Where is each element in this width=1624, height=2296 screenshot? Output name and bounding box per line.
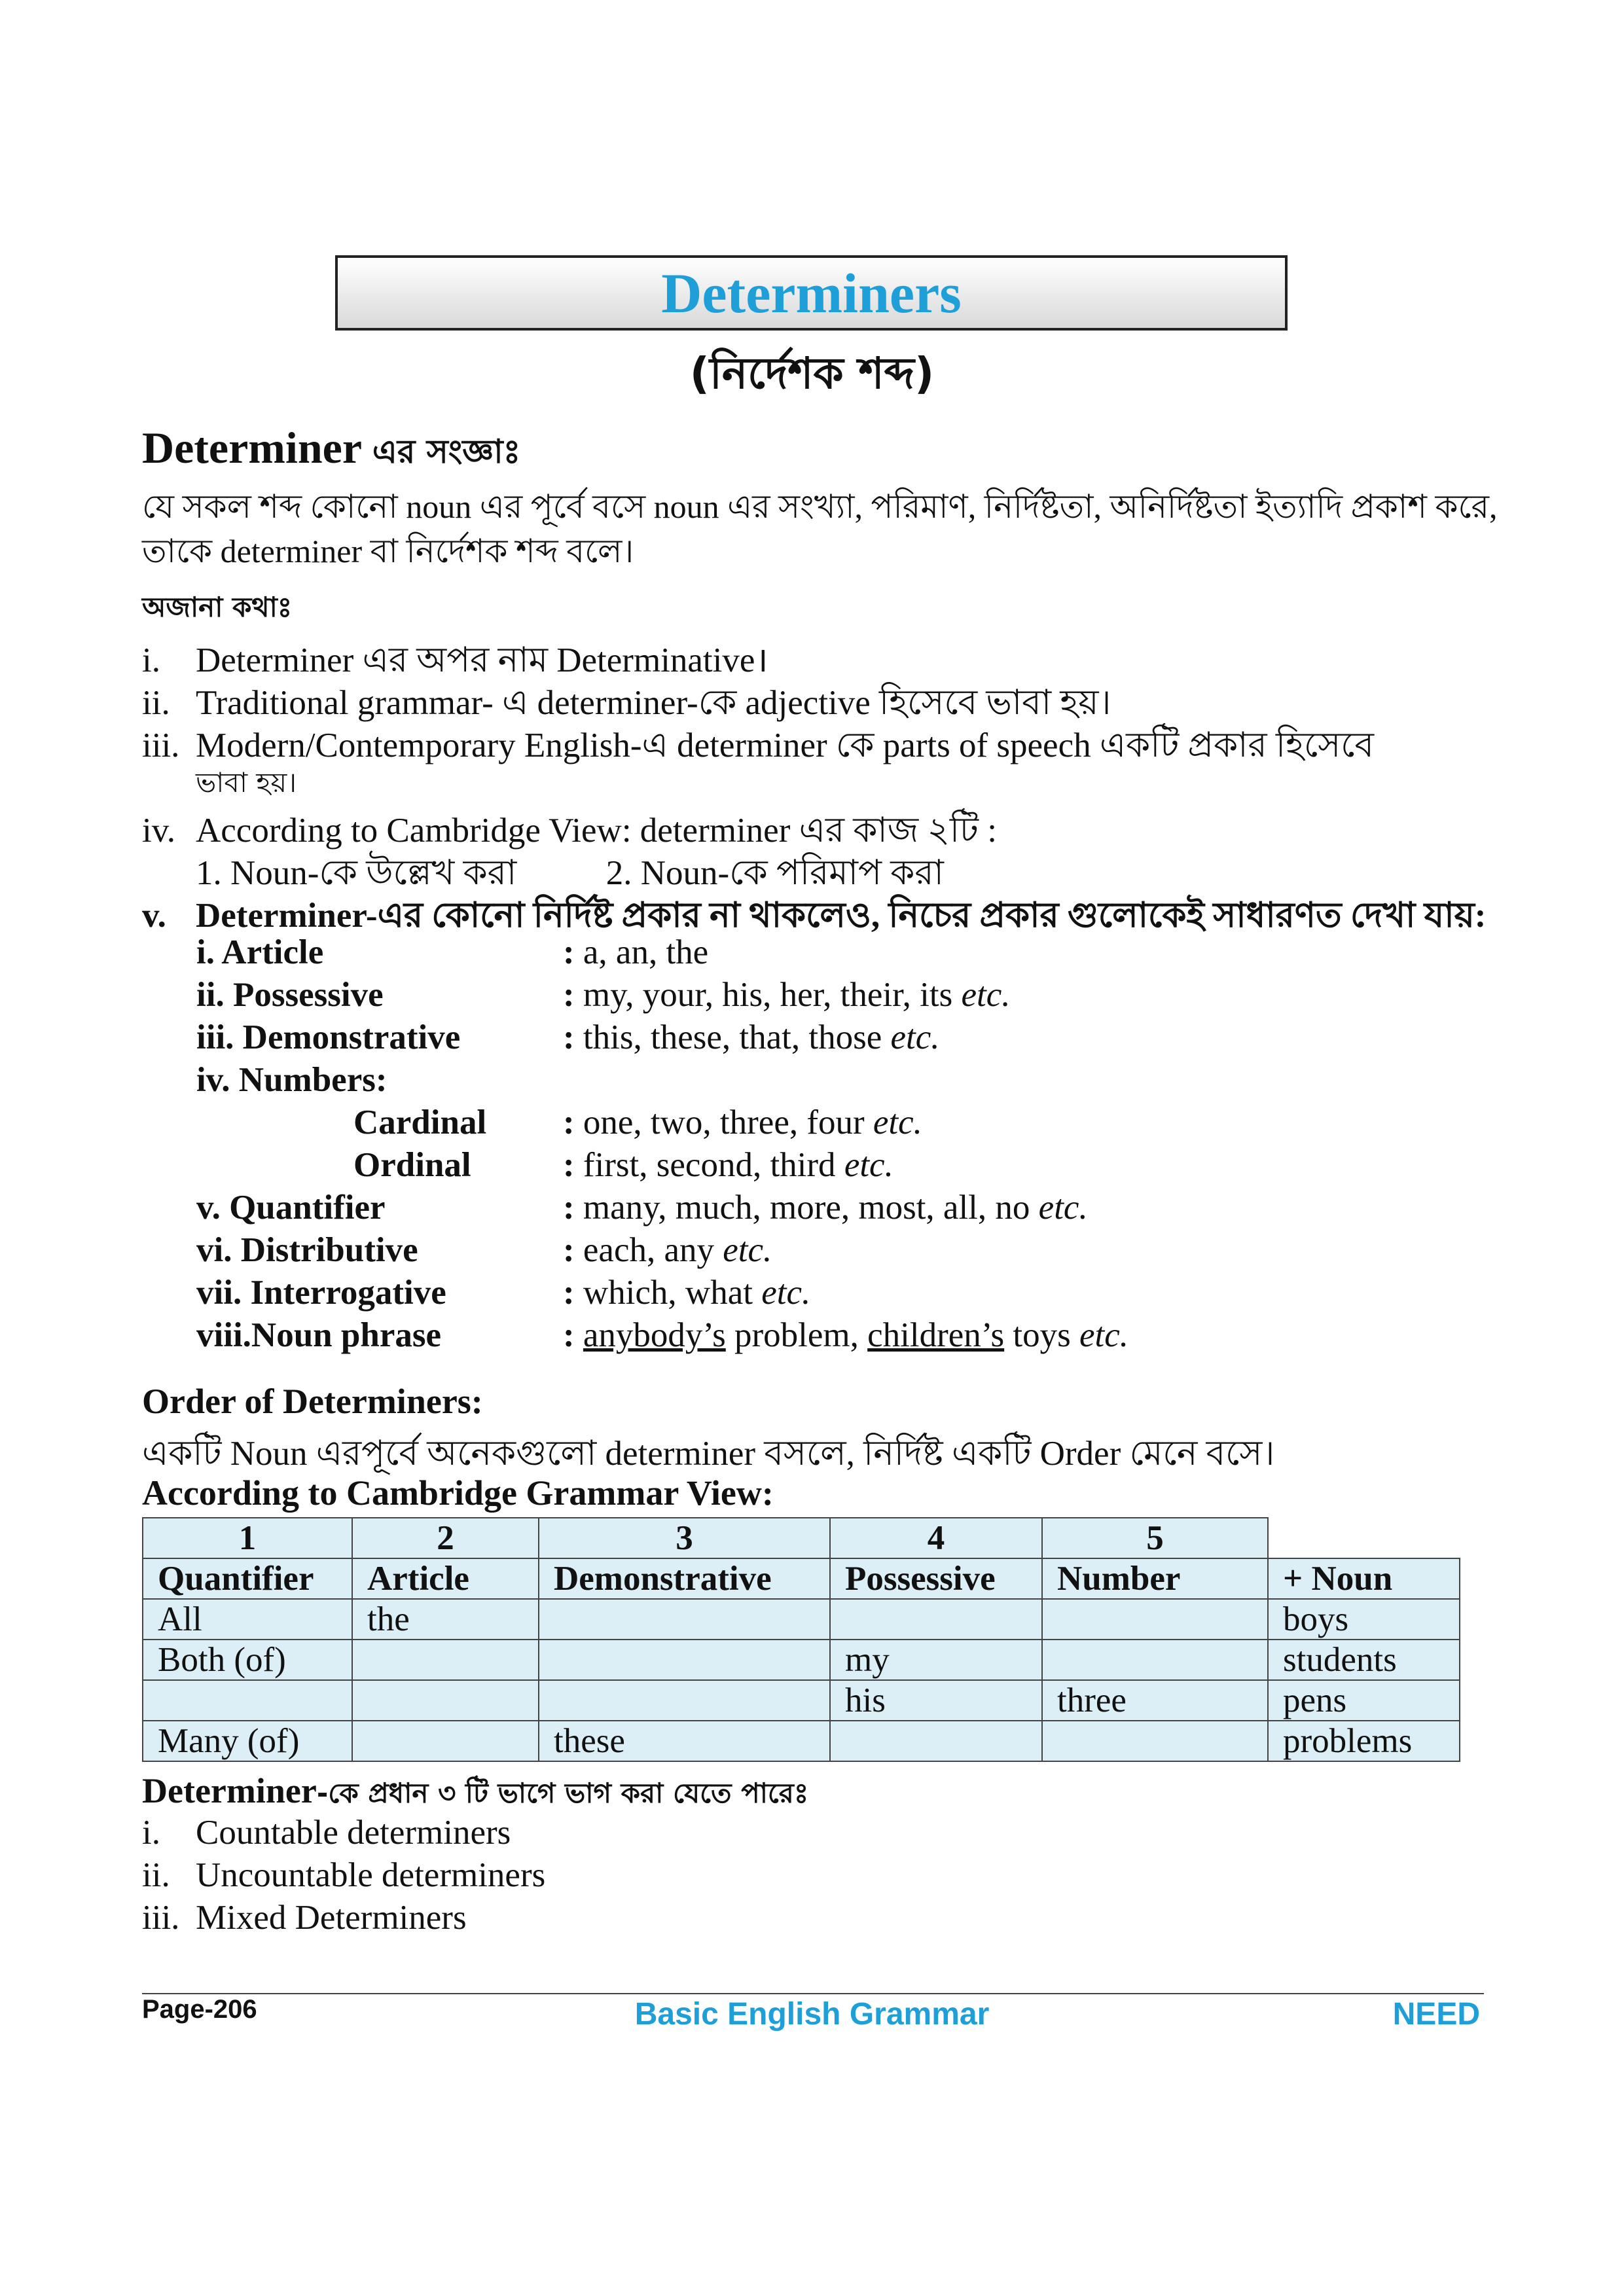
table-row: 1 2 3 4 5	[143, 1518, 1460, 1558]
footer-divider	[142, 1993, 1484, 1994]
list-item: iii. Mixed Determiners	[142, 1899, 467, 1937]
table-row: his three pens	[143, 1680, 1460, 1721]
cambridge-heading: According to Cambridge Grammar View:	[142, 1473, 774, 1513]
definition-line-1: যে সকল শব্দ কোনো noun এর পূর্বে বসে noun এর সংখ্যা, পরিমাণ, নির্দিষ্টতা, অনির্দিষ্টতা ইত্যাদি প্রকাশ করে,	[142, 488, 1498, 525]
page-title: Determiners	[661, 261, 962, 325]
definition-heading-bn: এর সংজ্ঞাঃ	[372, 433, 521, 471]
table-row: Both (of) my students	[143, 1640, 1460, 1680]
unknown-list	[142, 634, 1487, 935]
definition-line-2: তাকে determiner বা নির্দেশক শব্দ বলে।	[142, 533, 634, 569]
order-text: একটি Noun এরপূর্বে অনেকগুলো determiner বসলে, নির্দিষ্ট একটি Order মেনে বসে।	[142, 1435, 1275, 1473]
table-row: All the boys	[143, 1599, 1460, 1640]
list-item: v. Determiner-এর কোনো নির্দিষ্ট প্রকার না থাকলেও, নিচের প্রকার গুলোকেই সাধারণত দেখা যায়:	[142, 897, 1487, 935]
division-heading: Determiner-কে প্রধান ৩ টি ভাগে ভাগ করা যেতে পারেঃ	[142, 1771, 809, 1810]
definition-heading-en: Determiner	[142, 423, 361, 473]
list-item: i. Countable determiners	[142, 1814, 511, 1852]
title-box	[335, 255, 1288, 331]
sub-list	[142, 846, 1484, 892]
list-item: ii. Traditional grammar- এ determiner-কে adjective হিসেবে ভাবা হয়।	[142, 684, 1111, 722]
page-number: Page-206	[142, 1995, 257, 2024]
sub-item-2: 2. Noun-কে পরিমাপ করা	[605, 854, 944, 892]
table-row: Many (of) these problems	[143, 1721, 1460, 1761]
list-item: iv. According to Cambridge View: determiner এর কাজ ২টি :	[142, 812, 997, 850]
page-subtitle: (নির্দেশক শব্দ)	[689, 348, 935, 399]
sub-item-1: 1. Noun-কে উল্লেখ করা	[196, 854, 517, 892]
footer-brand: NEED	[1392, 1997, 1480, 2032]
definition-text	[142, 484, 1498, 573]
list-item: i. Determiner এর অপর নাম Determinative।	[142, 641, 768, 679]
unknown-heading: অজানা কথাঃ	[142, 591, 293, 623]
list-item: iii. Modern/Contemporary English-এ determiner কে parts of speech একটি প্রকার হিসেবে	[142, 726, 1375, 764]
list-item: ii. Uncountable determiners	[142, 1856, 546, 1894]
order-heading: Order of Determiners:	[142, 1382, 483, 1421]
table-row: Quantifier Article Demonstrative Possessive Number + Noun	[143, 1558, 1460, 1599]
order-table	[142, 1517, 1460, 1762]
list-item: ভাবা হয়।	[196, 766, 297, 798]
definition-heading	[142, 422, 520, 482]
footer-book-title: Basic English Grammar	[634, 1997, 990, 2032]
division-list	[142, 1813, 545, 1941]
